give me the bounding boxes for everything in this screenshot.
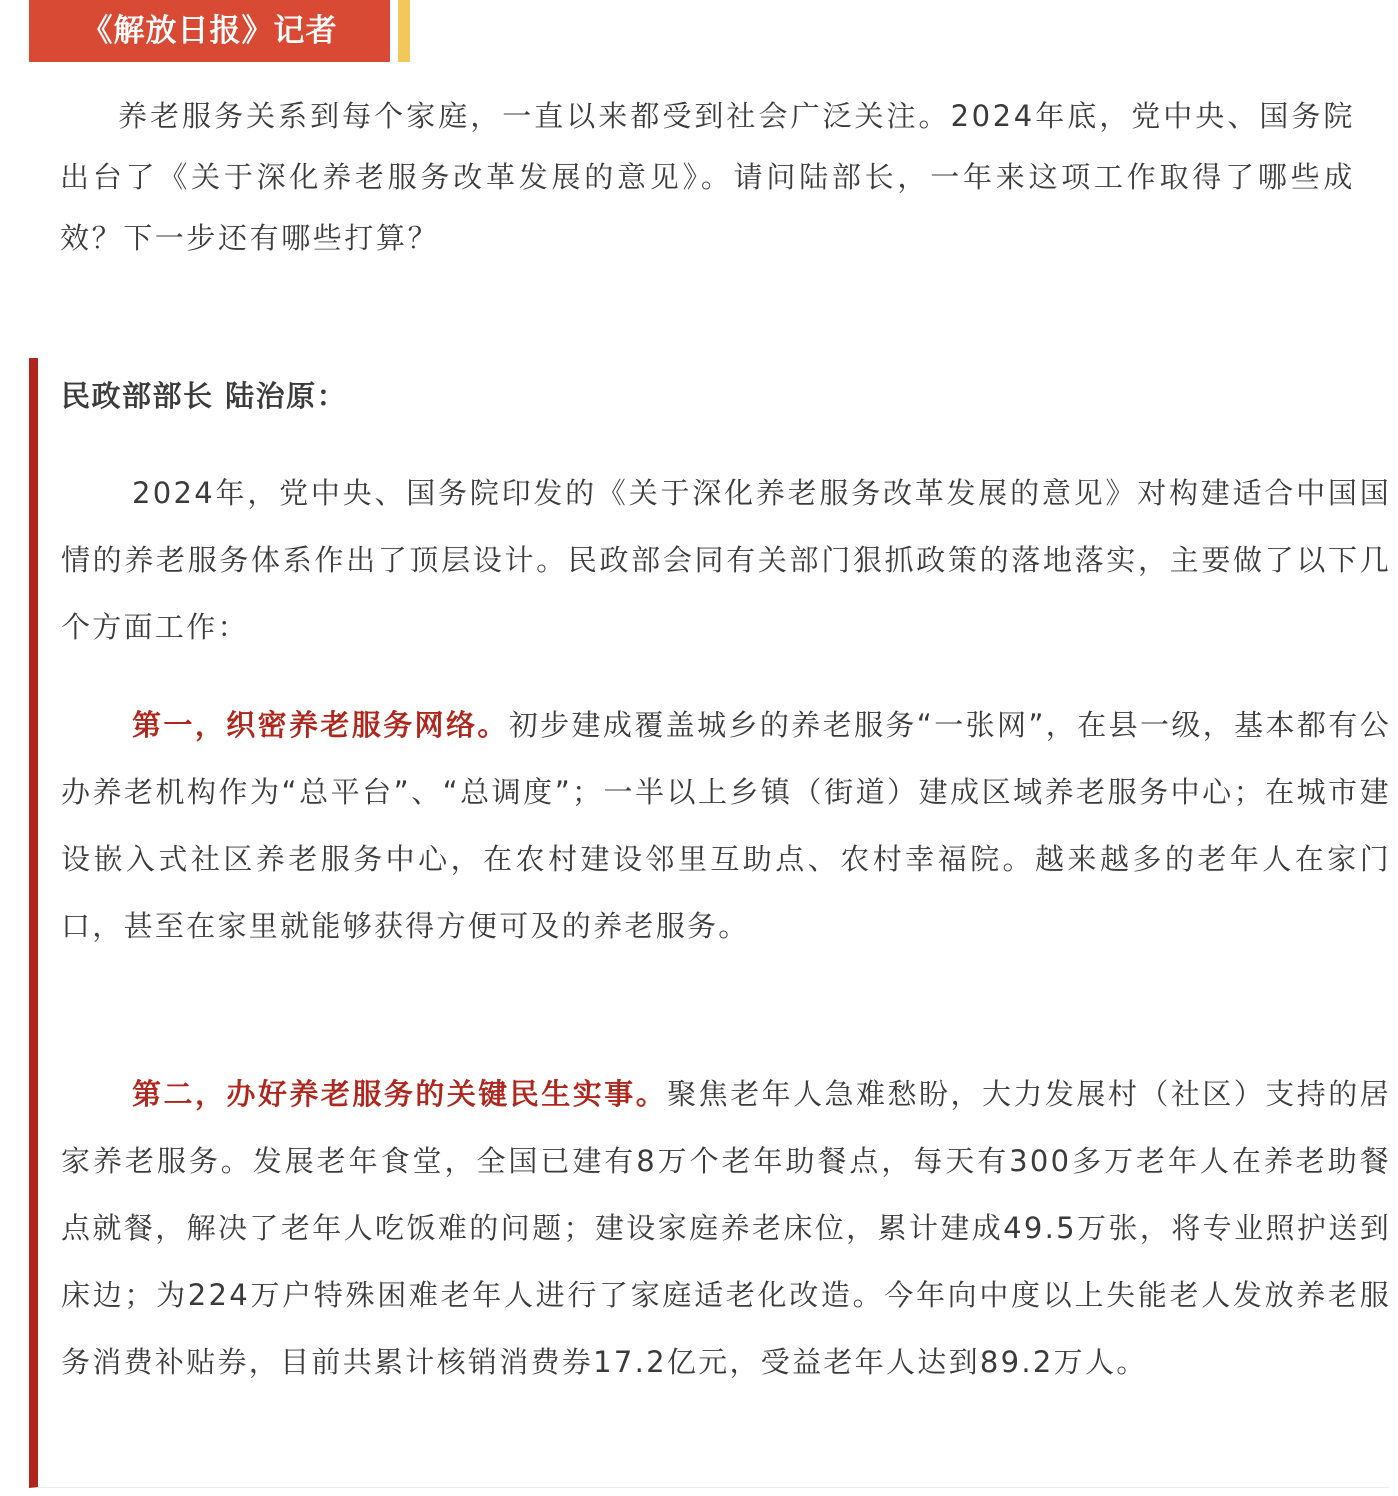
speaker-name: 民政部部长 陆治原： xyxy=(61,379,348,413)
paragraph-highlight: 第二，办好养老服务的关键民生实事。 xyxy=(132,1077,668,1111)
answer-section xyxy=(29,358,1389,1488)
answer-paragraph-first xyxy=(61,692,1391,960)
question-header xyxy=(29,0,410,62)
paragraph-text: 初步建成覆盖城乡的养老服务“一张网”，在县一级，基本都有公办养老机构作为“总平台”、“总调度”；一半以上乡镇（街道）建成区域养老服务中心；在城市建设嵌入式社区养老服务中心，在农村建设邻里互助点、农村幸福院。越来越多的老年人在家门口，甚至在家里就能够获得方便可及的养老服务。 xyxy=(61,708,1391,943)
paragraph-highlight: 第一，织密养老服务网络。 xyxy=(132,708,509,742)
paragraph-text: 2024年，党中央、国务院印发的《关于深化养老服务改革发展的意见》对构建适合中国国情的养老服务体系作出了顶层设计。民政部会同有关部门狠抓政策的落地落实，主要做了以下几个方面工作： xyxy=(61,476,1391,644)
answer-paragraph-intro xyxy=(61,460,1391,661)
answer-paragraph-second xyxy=(61,1061,1391,1396)
label-accent-bar xyxy=(398,0,410,62)
reporter-label: 《解放日报》记者 xyxy=(29,0,390,62)
paragraph-text: 聚焦老年人急难愁盼，大力发展村（社区）支持的居家养老服务。发展老年食堂，全国已建有8万个老年助餐点，每天有300多万老年人在养老助餐点就餐，解决了老年人吃饭难的问题；建设家庭养老床位，累计建成49.5万张，将专业照护送到床边；为224万户特殊困难老年人进行了家庭适老化改造。今年向中度以上失能老人发放养老服务消费补贴券，目前共累计核销消费券17.2亿元，受益老年人达到89.2万人。 xyxy=(61,1077,1391,1379)
question-text: 养老服务关系到每个家庭，一直以来都受到社会广泛关注。2024年底，党中央、国务院出台了《关于深化养老服务改革发展的意见》。请问陆部长，一年来这项工作取得了哪些成效？下一步还有哪些打算？ xyxy=(60,99,1355,255)
